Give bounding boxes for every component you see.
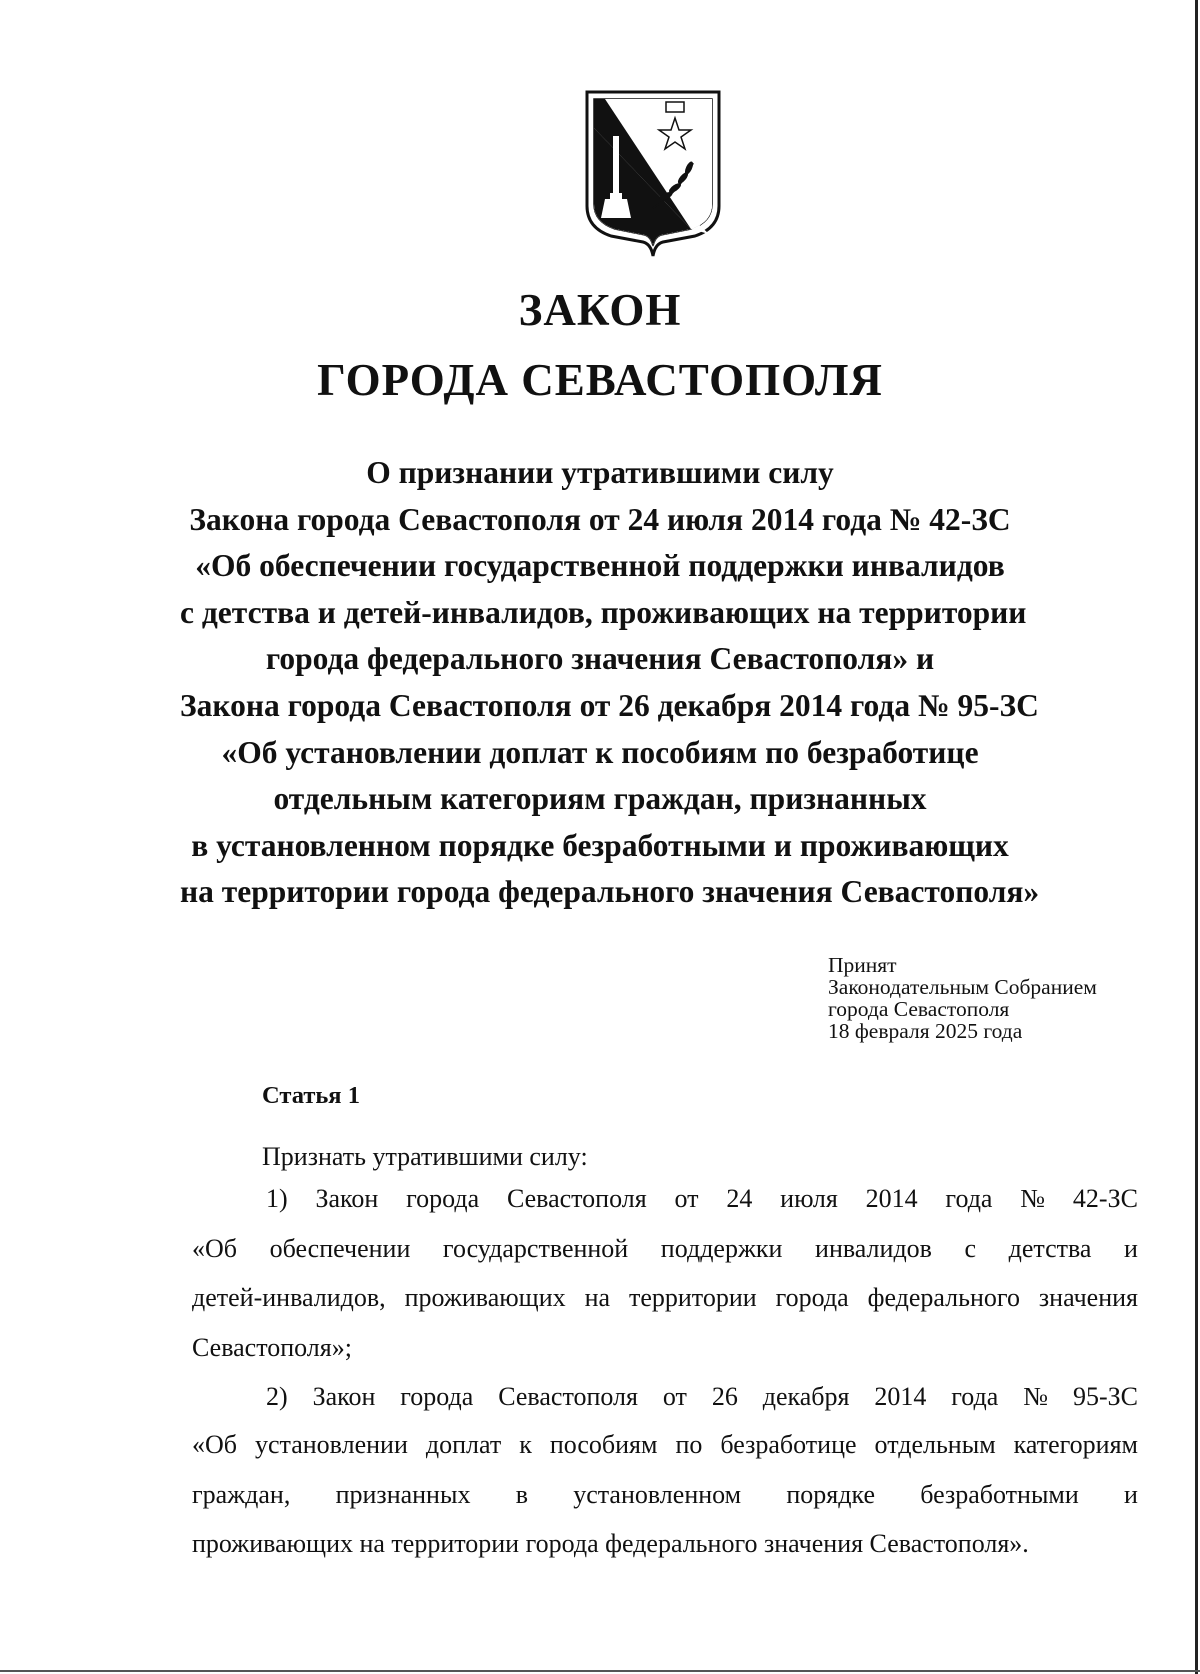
word: Закон <box>312 1382 376 1411</box>
subject-line: «Об установлении доплат к пособиям по безработице <box>221 734 979 770</box>
word: установленном <box>573 1480 742 1509</box>
word: детства <box>1008 1234 1092 1263</box>
word: инвалидов <box>815 1234 932 1263</box>
word: 26 <box>711 1382 738 1411</box>
word: 1) <box>266 1184 288 1213</box>
scan-edge-bottom <box>0 1670 1200 1672</box>
item2-line3 <box>192 1480 1138 1510</box>
subject-line: отдельным категориям граждан, признанных <box>273 781 927 817</box>
word: декабря <box>762 1382 850 1411</box>
word: «Об <box>192 1234 238 1263</box>
subject-line: города федерального значения Севастополя» и <box>265 641 935 677</box>
subject-line: О признании утратившими силу <box>366 455 834 490</box>
item1-line4: Севастополя»; <box>192 1333 352 1362</box>
scan-edge-right <box>1195 0 1198 1674</box>
subject-line: Закона города Севастополя от 24 июля 2014 года № 42-ЗС <box>189 501 1011 537</box>
word: 95-ЗС <box>1072 1382 1138 1411</box>
item1-line2 <box>192 1234 1138 1264</box>
word: № <box>1023 1382 1049 1411</box>
word: признанных <box>335 1480 471 1509</box>
word: 2014 <box>865 1184 918 1213</box>
document-subtitle: ГОРОДА СЕВАСТОПОЛЯ <box>317 355 883 405</box>
adoption-line: Законодательным Собранием <box>828 975 1097 999</box>
word: безработными <box>920 1480 1079 1509</box>
word: и <box>1124 1480 1138 1509</box>
word: и <box>1124 1234 1138 1263</box>
word: граждан, <box>192 1480 291 1509</box>
subject-line: в установленном порядке безработными и проживающих <box>191 827 1009 863</box>
subject-line: с детства и детей-инвалидов, проживающих на территории <box>180 594 1027 630</box>
subject-line: «Об обеспечении государственной поддержки инвалидов <box>195 548 1005 584</box>
word: порядке <box>786 1480 875 1509</box>
word: обеспечении <box>269 1234 411 1263</box>
item2-line1 <box>266 1382 1138 1412</box>
word: с <box>964 1234 977 1263</box>
word: государственной <box>442 1234 629 1263</box>
document-title: ЗАКОН <box>518 285 682 335</box>
word: Севастополя <box>498 1382 638 1411</box>
word: года <box>951 1382 999 1411</box>
article-intro: Признать утратившими силу: <box>262 1142 588 1171</box>
word: года <box>945 1184 993 1213</box>
word: поддержки <box>660 1234 783 1263</box>
adoption-note <box>828 954 1097 1042</box>
coat-of-arms-emblem <box>583 88 723 258</box>
word: от <box>674 1184 699 1213</box>
word: июля <box>780 1184 838 1213</box>
word: города <box>406 1184 480 1213</box>
subject-line: на территории города федерального значения Севастополя» <box>180 874 1040 910</box>
item2-line2: «Об установлении доплат к пособиям по безработице отдельным категориям <box>192 1430 1138 1459</box>
article-heading: Статья 1 <box>262 1082 360 1109</box>
word: от <box>662 1382 687 1411</box>
word: города <box>400 1382 474 1411</box>
adoption-line: города Севастополя <box>828 997 1010 1021</box>
word: в <box>515 1480 528 1509</box>
item2-line4: проживающих на территории города федерального значения Севастополя». <box>192 1529 1029 1558</box>
word: 2014 <box>874 1382 927 1411</box>
law-subject <box>180 450 1040 916</box>
word: Закон <box>315 1184 379 1213</box>
word: Севастополя <box>506 1184 647 1213</box>
adoption-line: Принят <box>828 953 897 977</box>
word: 42-ЗС <box>1072 1184 1138 1213</box>
item1-line1 <box>266 1184 1138 1214</box>
word: 24 <box>726 1184 753 1213</box>
adoption-date: 18 февраля 2025 года <box>828 1019 1023 1043</box>
item1-line3: детей-инвалидов, проживающих на территории города федерального значения <box>192 1283 1138 1312</box>
word: 2) <box>266 1382 288 1411</box>
word: № <box>1020 1184 1046 1213</box>
subject-line: Закона города Севастополя от 26 декабря 2014 года № 95-ЗС <box>180 687 1039 723</box>
